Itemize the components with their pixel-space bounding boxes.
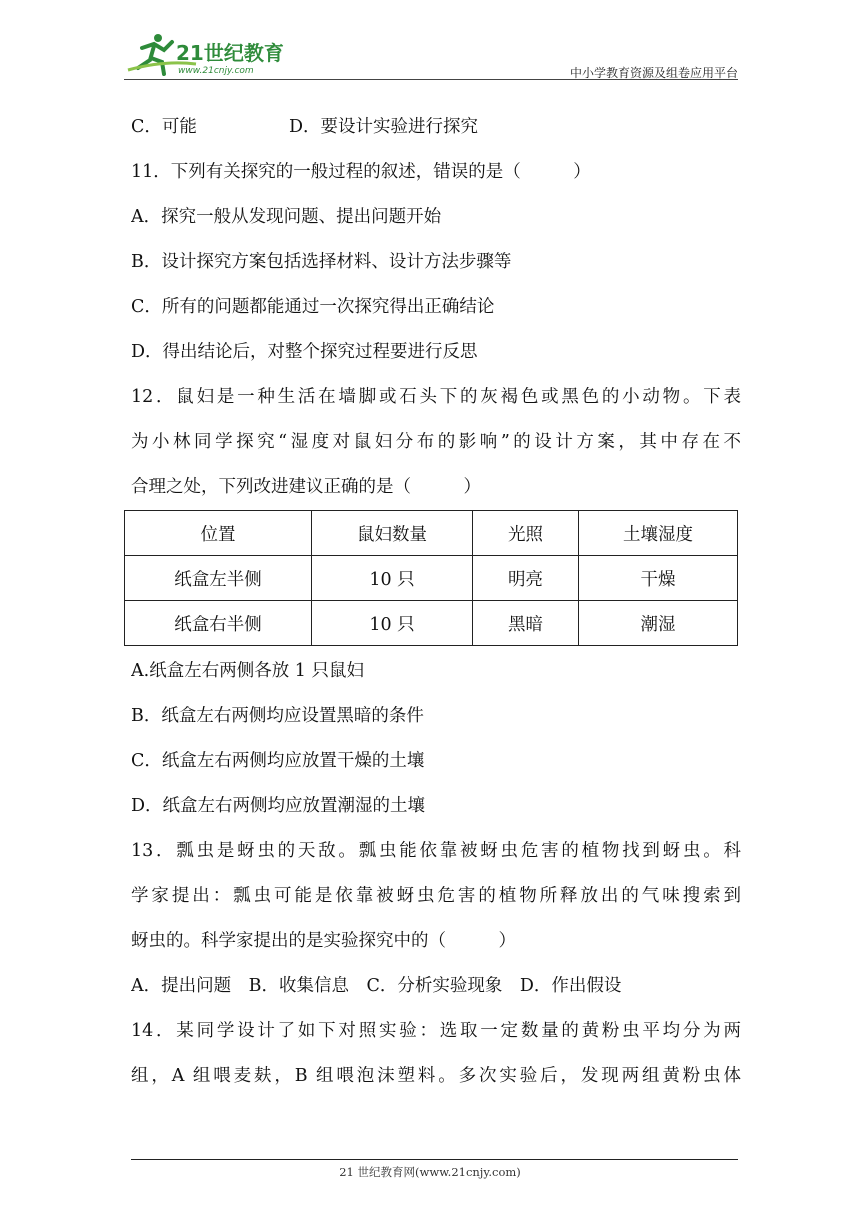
table-header-cell: 鼠妇数量 (312, 511, 473, 556)
q14-stem-line-2: 组，A 组喂麦麸，B 组喂泡沫塑料。多次实验后，发现两组黄粉虫体 (131, 1066, 741, 1086)
table-header-cell: 土壤湿度 (579, 511, 738, 556)
footer-divider (131, 1159, 738, 1160)
q13-stem-line-2: 学家提出：瓢虫可能是依靠被蚜虫危害的植物所释放出的气味搜索到 (131, 886, 741, 906)
q12-stem-line-1: 12．鼠妇是一种生活在墙脚或石头下的灰褐色或黑色的小动物。下表 (131, 387, 741, 407)
platform-name: 中小学教育资源及组卷应用平台 (569, 66, 738, 80)
q13-stem-line-3: 蚜虫的。科学家提出的是实验探究中的（ ） (131, 931, 516, 951)
q11-option-d: D．得出结论后，对整个探究过程要进行反思 (131, 342, 478, 362)
table-cell: 黑暗 (473, 601, 579, 646)
q11-stem: 11．下列有关探究的一般过程的叙述，错误的是（ ） (131, 162, 591, 182)
table-cell: 10 只 (312, 601, 473, 646)
table-header-row (125, 511, 738, 556)
site-logo (124, 30, 294, 78)
q11-option-b: B．设计探究方案包括选择材料、设计方法步骤等 (131, 252, 512, 272)
header-divider (124, 79, 738, 80)
table-cell: 10 只 (312, 556, 473, 601)
q10-option-c: C．可能 (131, 117, 197, 137)
table-row (125, 601, 738, 646)
table-header-cell: 光照 (473, 511, 579, 556)
q13-stem-line-1: 13．瓢虫是蚜虫的天敌。瓢虫能依靠被蚜虫危害的植物找到蚜虫。科 (131, 841, 741, 861)
q14-stem-line-1: 14．某同学设计了如下对照实验：选取一定数量的黄粉虫平均分为两 (131, 1021, 741, 1041)
q12-option-d: D．纸盒左右两侧均应放置潮湿的土壤 (131, 796, 426, 816)
logo-title: 21世纪教育 (176, 41, 284, 65)
q12-stem-line-3: 合理之处，下列改进建议正确的是（ ） (131, 477, 481, 497)
table-cell: 明亮 (473, 556, 579, 601)
logo-url: www.21cnjy.com (178, 66, 254, 76)
q12-option-c: C．纸盒左右两侧均应放置干燥的土壤 (131, 751, 425, 771)
q12-table (124, 510, 738, 646)
table-cell: 纸盒右半侧 (125, 601, 312, 646)
table-cell: 潮湿 (579, 601, 738, 646)
q13-options: A．提出问题 B．收集信息 C．分析实验现象 D．作出假设 (131, 976, 622, 996)
q12-option-a: A.纸盒左右两侧各放 1 只鼠妇 (131, 661, 364, 681)
question-block-top (131, 112, 741, 517)
question-block-bottom (131, 656, 741, 1106)
table-row (125, 556, 738, 601)
q12-option-b: B．纸盒左右两侧均应设置黑暗的条件 (131, 706, 424, 726)
q11-option-a: A．探究一般从发现问题、提出问题开始 (131, 207, 442, 227)
q12-stem-line-2: 为小林同学探究“湿度对鼠妇分布的影响”的设计方案，其中存在不 (131, 432, 741, 452)
table-cell: 干燥 (579, 556, 738, 601)
q11-option-c: C．所有的问题都能通过一次探究得出正确结论 (131, 297, 495, 317)
table-header-cell: 位置 (125, 511, 312, 556)
q10-options (131, 112, 741, 157)
footer-text: 21 世纪教育网(www.21cnjy.com) (339, 1165, 521, 1179)
page-header (124, 30, 738, 80)
table-cell: 纸盒左半侧 (125, 556, 312, 601)
q10-option-d: D．要设计实验进行探究 (289, 117, 479, 137)
